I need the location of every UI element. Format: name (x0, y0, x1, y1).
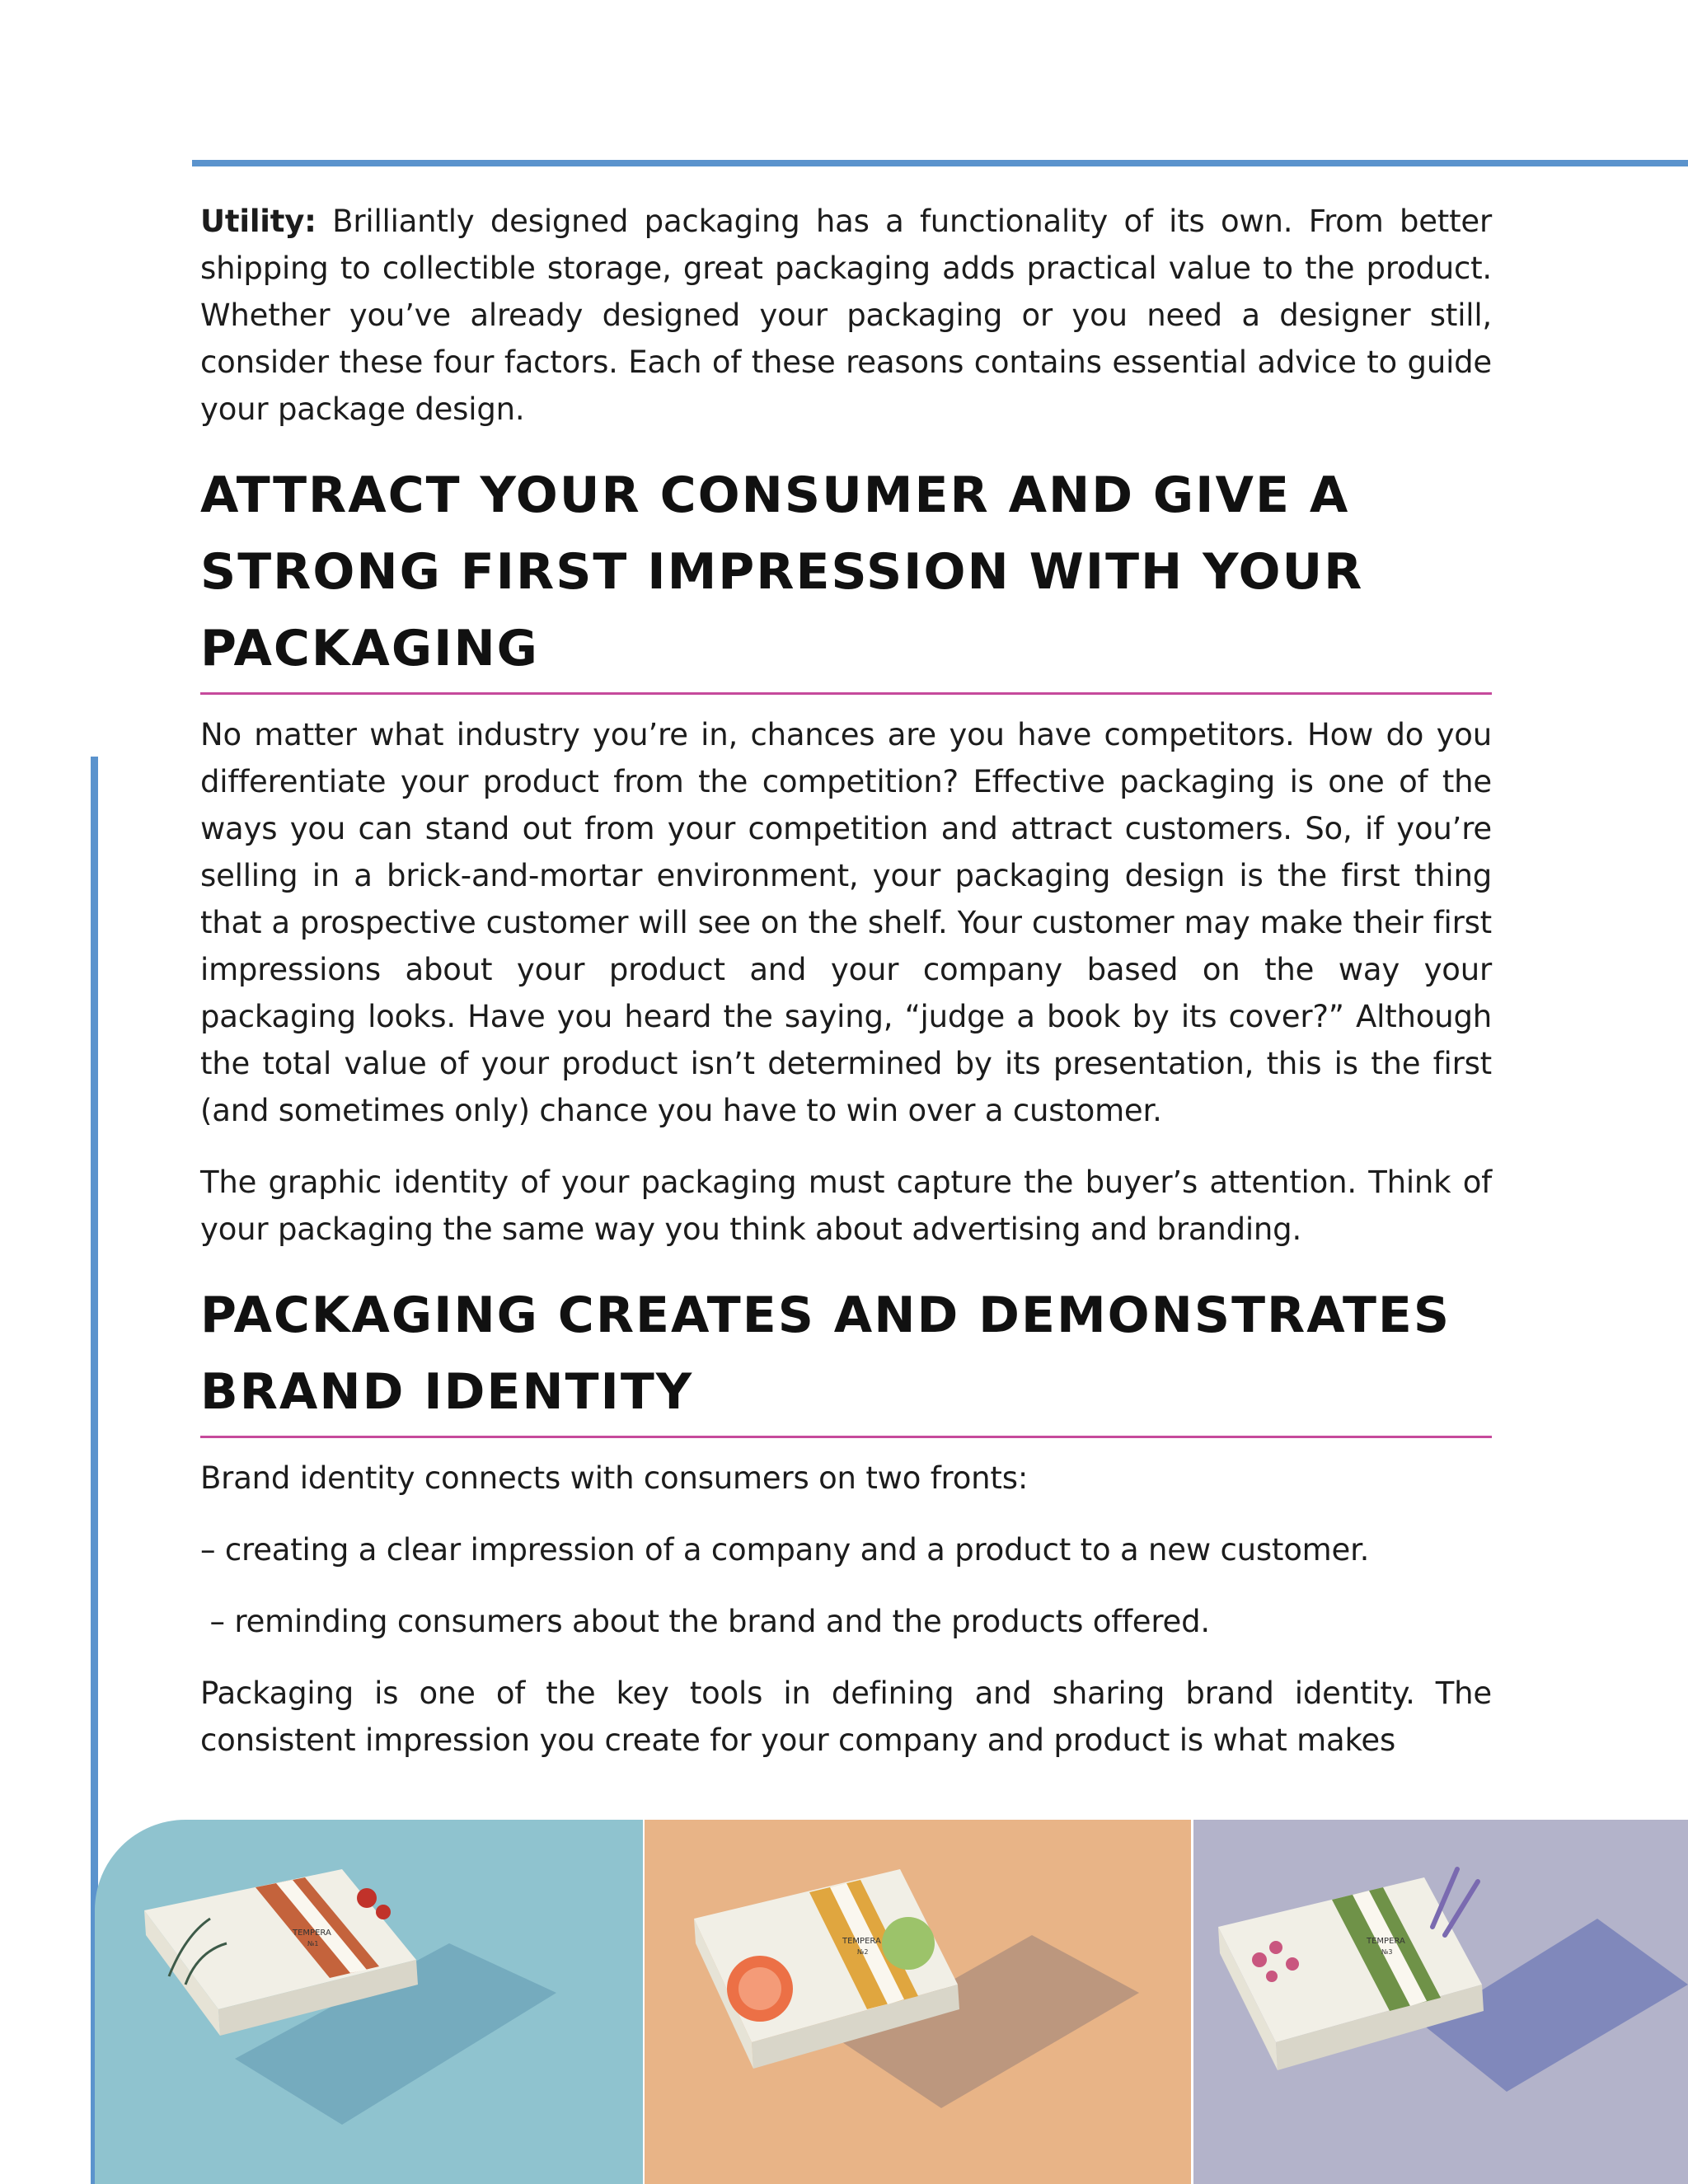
photo-3-product: TEMPERA (1367, 1937, 1405, 1946)
top-accent-rule (192, 160, 1688, 166)
packaging-photo-3 (1193, 1820, 1688, 2184)
photo-1-number: №1 (307, 1940, 319, 1947)
photo-2-lime (882, 1917, 935, 1970)
utility-label: Utility: (200, 204, 316, 239)
photo-1-product: TEMPERA (293, 1929, 331, 1938)
heading-brand: PACKAGING CREATES AND DEMONSTRATES BRAND IDENTITY (200, 1286, 1451, 1421)
heading-attract: ATTRACT YOUR CONSUMER AND GIVE A STRONG FIRST IMPRESSION WITH YOUR PACKAGING (200, 466, 1364, 677)
brand-paragraph-2: Packaging is one of the key tools in defining and sharing brand identity. The consistent impression you create for your company and product is what makes (200, 1675, 1492, 1758)
photo-3-number: №3 (1381, 1948, 1393, 1956)
brand-bullet-1: – creating a clear impression of a company and a product to a new customer. (200, 1532, 1370, 1568)
packaging-photo-1 (95, 1820, 643, 2184)
photo-2-number: №2 (857, 1948, 869, 1956)
page-content (200, 198, 1492, 1764)
attract-paragraph-1: No matter what industry you’re in, chances are you have competitors. How do you differentiate your product from the competition? Effective packaging is one of the ways you can stand out from your competition and attract customers. So, if you’re selling in a brick-and-mortar environment, your packaging design is the first thing that a prospective customer will see on the shelf. Your customer may make their first impressions about your product and your company based on the way your packaging looks. Have you heard the saying, “judge a book by its cover?” Although the total value of your product isn’t determined by its presentation, this is the first (and sometimes only) chance you have to win over a customer. (200, 717, 1492, 1128)
utility-text: Brilliantly designed packaging has a functionality of its own. From better shipping to collectible storage, great packaging adds practical value to the product. Whether you’ve already designed your packaging or you need a designer still, consider these four factors. Each of these reasons contains essential advice to guide your package design. (200, 204, 1492, 427)
brand-bullet-2: – reminding consumers about the brand and the products offered. (200, 1604, 1210, 1639)
photo-1-flower (357, 1888, 377, 1908)
packaging-photo-2 (645, 1820, 1191, 2184)
packaging-photo-strip (95, 1820, 1688, 2184)
brand-paragraph-1: Brand identity connects with consumers on two fronts: (200, 1460, 1029, 1496)
utility-paragraph (200, 198, 1492, 433)
photo-2-product: TEMPERA (842, 1937, 881, 1946)
attract-paragraph-2: The graphic identity of your packaging must capture the buyer’s attention. Think of your packaging the same way you think about advertising and branding. (200, 1165, 1492, 1247)
